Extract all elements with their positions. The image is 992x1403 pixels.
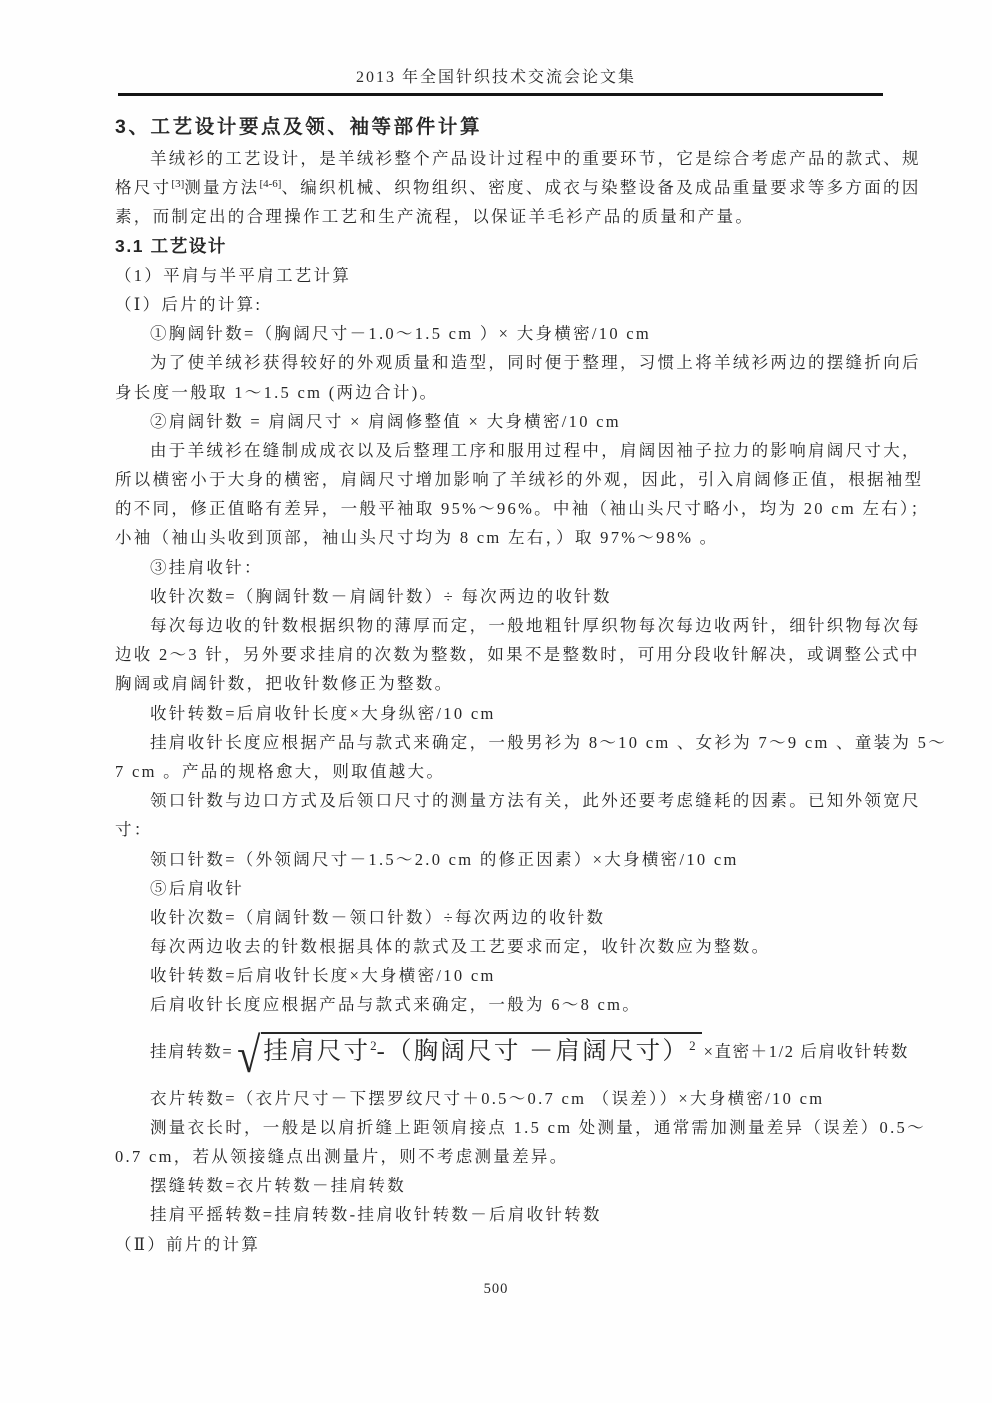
text-line: （Ⅰ）后片的计算: xyxy=(115,294,263,314)
text-run: 挂肩尺寸 xyxy=(263,1038,371,1066)
text-line: 挂肩平摇转数=挂肩转数-挂肩收针转数－后肩收针转数 xyxy=(150,1205,602,1225)
text-line: 挂肩收针长度应根据产品与款式来确定，一般男衫为 8～10 cm 、女衫为 7～9 cm 、童装为 5～ xyxy=(150,732,947,752)
text-line: 每次每边收的针数根据织物的薄厚而定，一般地粗针厚织物每次每边收两针，细针织物每次每 xyxy=(150,616,921,635)
text-line: 每次两边收去的针数根据具体的款式及工艺要求而定，收针次数应为整数。 xyxy=(150,937,771,957)
text-line: 测量衣长时，一般是以肩折缝上距领肩接点 1.5 cm 处测量，通常需加测量差异（误差）0.5～ xyxy=(150,1117,926,1137)
text-line: 收针次数=（胸阔针数－肩阔针数）÷ 每次两边的收针数 xyxy=(150,586,612,606)
section-heading: 3、工艺设计要点及领、袖等部件计算 xyxy=(115,116,483,138)
text-line: 的不同，修正值略有差异，一般平袖取 95%～96%。中袖（袖山头尺寸略小，均为 20 cm 左右）； xyxy=(115,499,930,519)
document-body xyxy=(115,111,947,1259)
text-line: 胸阔或肩阔针数，把收针数修正为整数。 xyxy=(115,674,454,694)
formula-lhs: 挂肩转数= xyxy=(150,1041,234,1061)
text-line: 小袖（袖山头收到顶部，袖山头尺寸均为 8 cm 左右，）取 97%～98% 。 xyxy=(115,528,719,548)
text-line: 0.7 cm，若从领接缝点出测量片，则不考虑测量差异。 xyxy=(115,1147,569,1166)
text-line: 身长度一般取 1～1.5 cm (两边合计)。 xyxy=(115,382,439,402)
text-run: 、编织机械、织物组织、密度、成衣与染整设备及成品重量要求等多方面的因 xyxy=(281,178,921,198)
text-line: 衣片转数=（衣片尺寸－下摆罗纹尺寸＋0.5～0.7 cm （误差））×大身横密/10 cm xyxy=(150,1088,825,1108)
text-line: 由于羊绒衫在缝制成成衣以及后整理工序和服用过程中，肩阔因袖子拉力的影响肩阔尺寸大， xyxy=(150,440,921,460)
text-line: ⑤后肩收针 xyxy=(150,878,244,898)
superscript-ref: [3] xyxy=(171,178,185,191)
superscript-ref: 2 xyxy=(689,1038,696,1054)
text-run: -（胸阔尺寸 －肩阔尺寸） xyxy=(376,1038,690,1066)
text-line: 领口针数=（外领阔尺寸－1.5～2.0 cm 的修正因素）×大身横密/10 cm xyxy=(150,849,739,869)
text-line: 为了使羊绒衫获得较好的外观质量和造型，同时便于整理，习惯上将羊绒衫两边的摆缝折向后 xyxy=(150,353,921,373)
text-line xyxy=(115,173,921,202)
text-run: 格尺寸 xyxy=(115,178,172,198)
superscript-ref: [4-6] xyxy=(259,178,282,191)
text-line: 收针转数=后肩收针长度×大身横密/10 cm xyxy=(150,966,496,986)
text-line: （Ⅱ）前片的计算 xyxy=(115,1234,261,1254)
text-line: 后肩收针长度应根据产品与款式来确定，一般为 6～8 cm。 xyxy=(150,995,642,1015)
text-line: 所以横密小于大身的横密，肩阔尺寸增加影响了羊绒衫的外观，因此，引入肩阔修正值，根据袖型 xyxy=(115,470,924,490)
text-line: 摆缝转数=衣片转数－挂肩转数 xyxy=(150,1176,407,1196)
text-line: ③挂肩收针： xyxy=(150,557,263,577)
text-line: 边收 2～3 针，另外要求挂肩的次数为整数，如果不是整数时，可用分段收针解决，或调整公式中 xyxy=(115,645,920,665)
text-line: 领口针数与边口方式及后领口尺寸的测量方法有关，此外还要考虑缝耗的因素。已知外领宽尺 xyxy=(150,791,921,811)
subsection-heading: 3.1 工艺设计 xyxy=(115,235,227,256)
sqrt-radical-sign: √ xyxy=(237,1026,263,1083)
page-number: 500 xyxy=(483,1281,509,1297)
text-line: 羊绒衫的工艺设计，是羊绒衫整个产品设计过程中的重要环节，它是综合考虑产品的款式、规 xyxy=(150,149,921,168)
text-line: 7 cm 。产品的规格愈大，则取值越大。 xyxy=(115,761,446,781)
running-header: 2013 年全国针织技术交流会论文集 xyxy=(355,69,636,86)
text-run: 测量方法 xyxy=(184,178,260,198)
text-line: 收针次数=（肩阔针数－领口针数）÷每次两边的收针数 xyxy=(150,907,606,927)
text-line: ①胸阔针数=（胸阔尺寸－1.0～1.5 cm ）× 大身横密/10 cm xyxy=(150,324,652,344)
text-line: ②肩阔针数 = 肩阔尺寸 × 肩阔修整值 × 大身横密/10 cm xyxy=(150,411,621,431)
header-rule xyxy=(118,93,883,96)
superscript-ref: 2 xyxy=(370,1038,377,1054)
formula-rhs-tail: ×直密＋1/2 后肩收针转数 xyxy=(703,1041,909,1061)
sqrt-radicand xyxy=(261,1032,701,1072)
text-line: 素，而制定出的合理操作工艺和生产流程，以保证羊毛衫产品的质量和产量。 xyxy=(115,207,755,227)
formula-line xyxy=(115,1020,909,1084)
text-line: 收针转数=后肩收针长度×大身纵密/10 cm xyxy=(150,703,496,723)
text-line: （1）平肩与半平肩工艺计算 xyxy=(115,265,352,285)
text-line: 寸： xyxy=(115,820,153,840)
